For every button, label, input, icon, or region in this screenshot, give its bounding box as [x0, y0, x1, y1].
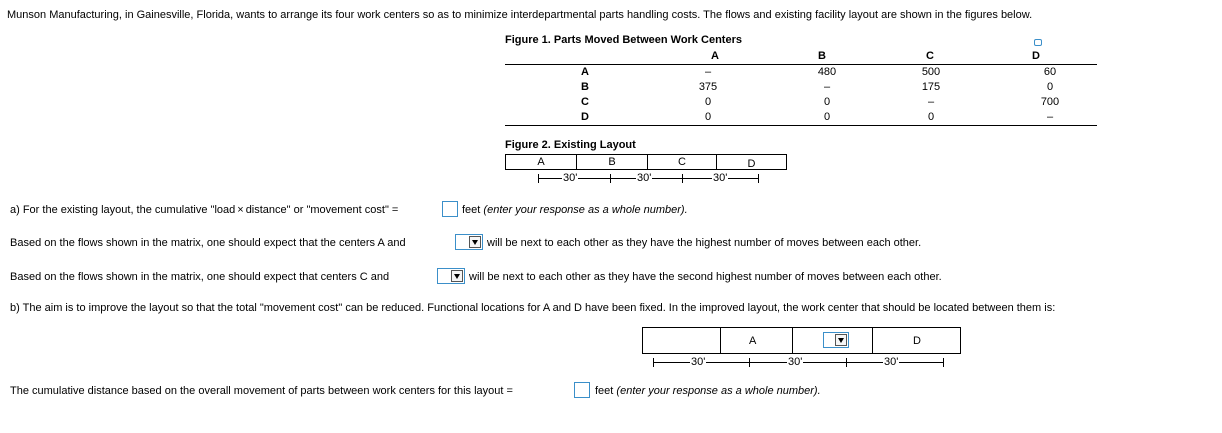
tick [682, 174, 683, 183]
tick [610, 174, 611, 183]
dist-label: 30' [884, 356, 899, 368]
cell-d-d: – [1046, 111, 1054, 123]
layout-cell-a: A [505, 154, 577, 170]
question-1-prefix: Based on the flows shown in the matrix, one should expect that the centers A and [10, 237, 406, 249]
cell-a-a: – [704, 66, 712, 78]
final-question-suffix: feet (enter your response as a whole number). [595, 385, 821, 397]
row-header-b: B [581, 81, 589, 93]
row-header-d: D [581, 111, 589, 123]
question-2-prefix: Based on the flows shown in the matrix, one should expect that centers C and [10, 271, 390, 283]
figure1-title: Figure 1. Parts Moved Between Work Centers [505, 34, 742, 46]
cell-c-d: 700 [1040, 96, 1060, 108]
dist-label: 30' [788, 356, 803, 368]
figure2-title: Figure 2. Existing Layout [505, 139, 636, 151]
dist-label: 30' [637, 172, 652, 184]
tick [653, 358, 654, 367]
cell-d-c: 0 [927, 111, 935, 123]
cell-d-a: 0 [704, 111, 712, 123]
chevron-down-icon[interactable] [451, 270, 463, 282]
col-header-b: B [818, 50, 826, 62]
final-question-prefix: The cumulative distance based on the overall movement of parts between work centers for this layout = [10, 385, 513, 397]
tick [749, 358, 750, 367]
divider [720, 327, 721, 354]
question-a-prefix: a) For the existing layout, the cumulative "load [10, 204, 236, 216]
improved-cell-d: D [913, 335, 921, 347]
intro-text: Munson Manufacturing, in Gainesville, Florida, wants to arrange its four work centers so as to minimize interdepartmental parts handling costs. The flows and existing facility layout are shown in the figures below. [7, 9, 1033, 21]
question-2-suffix: will be next to each other as they have the second highest number of moves between each other. [469, 271, 942, 283]
cell-b-d: 0 [1046, 81, 1054, 93]
question-1-suffix: will be next to each other as they have the highest number of moves between each other. [487, 237, 922, 249]
layout-cell-c: C [647, 154, 717, 170]
cell-c-c: – [927, 96, 935, 108]
movement-cost-input[interactable] [442, 201, 458, 217]
question-b: b) The aim is to improve the layout so that the total "movement cost" can be reduced. Functional locations for A and D have been fixed. In the improved layout, the work center that should be located between them is: [10, 302, 1056, 314]
row-header-c: C [581, 96, 589, 108]
dist-label: 30' [563, 172, 578, 184]
layout-cell-d: D [716, 154, 787, 170]
middle-center-dropdown[interactable] [823, 332, 849, 348]
center-c-partner-dropdown[interactable] [437, 268, 465, 284]
matrix-header-rule [505, 64, 1097, 65]
col-header-c: C [926, 50, 934, 62]
tick [846, 358, 847, 367]
col-header-d: D [1032, 50, 1040, 62]
cell-a-b: 480 [817, 66, 837, 78]
cell-b-b: – [823, 81, 831, 93]
divider [792, 327, 793, 354]
question-a-middle: distance" or "movement cost" = [245, 204, 399, 216]
cumulative-distance-input[interactable] [574, 382, 590, 398]
center-a-partner-dropdown[interactable] [455, 234, 483, 250]
cell-c-a: 0 [704, 96, 712, 108]
row-header-a: A [581, 66, 589, 78]
col-header-a: A [711, 50, 719, 62]
layout-cell-b: B [576, 154, 648, 170]
question-a-suffix: feet (enter your response as a whole number). [462, 204, 688, 216]
expand-icon[interactable] [1034, 39, 1042, 46]
cell-a-d: 60 [1043, 66, 1057, 78]
divider [872, 327, 873, 354]
cell-a-c: 500 [921, 66, 941, 78]
dist-label: 30' [713, 172, 728, 184]
dist-label: 30' [691, 356, 706, 368]
matrix-bottom-rule [505, 125, 1097, 126]
question-a [10, 204, 398, 216]
chevron-down-icon[interactable] [469, 236, 481, 248]
times-symbol: × [237, 204, 244, 216]
tick [758, 174, 759, 183]
cell-b-c: 175 [921, 81, 941, 93]
tick [943, 358, 944, 367]
cell-d-b: 0 [823, 111, 831, 123]
chevron-down-icon[interactable] [835, 334, 847, 346]
improved-cell-a: A [749, 335, 757, 347]
cell-b-a: 375 [698, 81, 718, 93]
cell-c-b: 0 [823, 96, 831, 108]
tick [538, 174, 539, 183]
